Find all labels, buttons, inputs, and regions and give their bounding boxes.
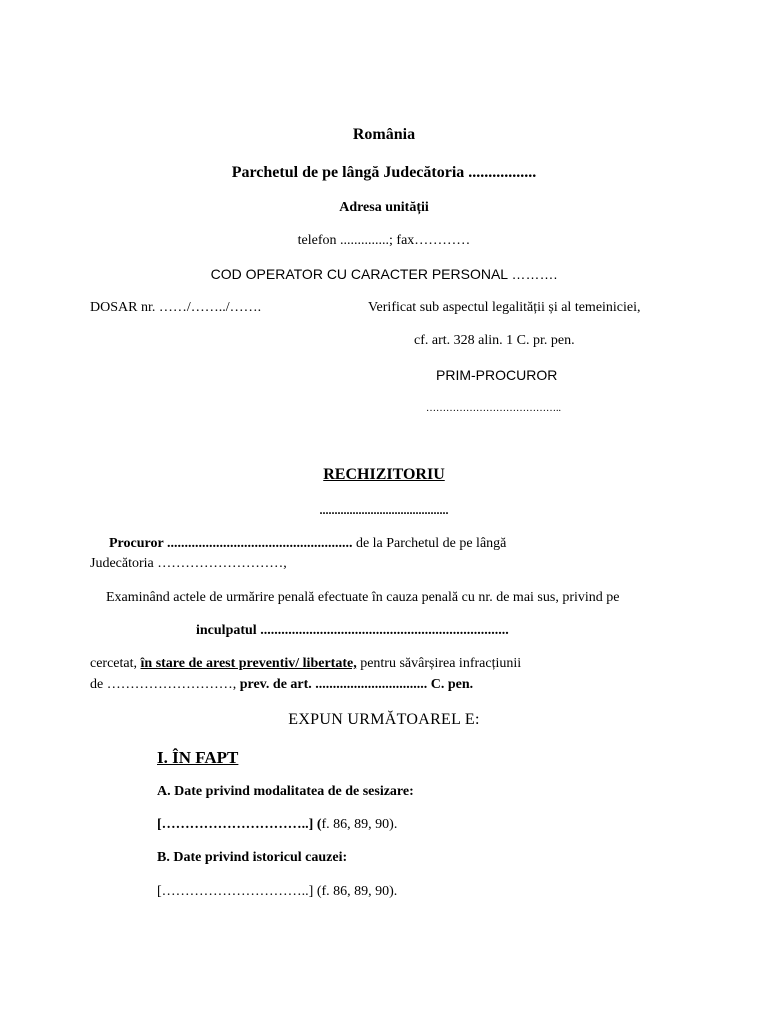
title-dots: ........................................... bbox=[319, 503, 449, 517]
dosar-number: DOSAR nr. ……/……../……. bbox=[90, 300, 262, 315]
operator-code-line: COD OPERATOR CU CARACTER PERSONAL ………. bbox=[210, 266, 558, 282]
arrest-status: în stare de arest preventiv/ libertate, bbox=[140, 656, 357, 671]
legal-article-reference: cf. art. 328 alin. 1 C. pr. pen. bbox=[414, 333, 575, 348]
section-a-reference: f. 86, 89, 90). bbox=[321, 817, 398, 832]
judecatoria-line: Judecătoria ………………………, bbox=[90, 556, 287, 571]
cercetat-line bbox=[90, 656, 521, 672]
examinand-paragraph: Examinând actele de urmărire penală efectuate în cauza penală cu nr. de mai sus, privind pe bbox=[106, 590, 620, 605]
address-label: Adresa unității bbox=[339, 200, 429, 215]
section-i-heading: I. ÎN FAPT bbox=[157, 748, 239, 767]
section-b-heading: B. Date privind istoricul cauzei: bbox=[157, 850, 348, 865]
de-prefix: de ………………………, bbox=[90, 677, 240, 692]
section-b-content: […………………………..] (f. 86, 89, 90). bbox=[157, 884, 398, 899]
procuror-rest: de la Parchetul de pe lângă bbox=[355, 536, 507, 551]
expun-heading: EXPUN URMĂTOAREL E: bbox=[288, 711, 480, 728]
procuror-line bbox=[109, 536, 506, 552]
de-prev-line bbox=[90, 677, 473, 693]
signature-line: ………………………………….. bbox=[426, 403, 561, 414]
verification-note: Verificat sub aspectul legalității și al temeiniciei, bbox=[368, 300, 641, 315]
section-a-content bbox=[157, 817, 397, 833]
section-a-heading: A. Date privind modalitatea de de sesizare: bbox=[157, 784, 414, 799]
document-title: RECHIZITORIU bbox=[323, 466, 445, 483]
parchet-heading: Parchetul de pe lângă Judecătoria ................. bbox=[231, 164, 537, 181]
procuror-label: Procuror bbox=[109, 536, 164, 551]
cercetat-suffix: pentru săvârșirea infracțiunii bbox=[356, 656, 522, 671]
country-heading: România bbox=[352, 126, 416, 143]
procuror-dots: ..................................................... bbox=[163, 536, 356, 551]
phone-fax-line: telefon ..............; fax………… bbox=[297, 233, 471, 248]
cercetat-prefix: cercetat, bbox=[90, 656, 141, 671]
prim-procuror-label: PRIM-PROCUROR bbox=[436, 367, 558, 383]
section-a-bracket: […………………………..] ( bbox=[157, 817, 322, 832]
inculpatul-line: inculpatul ....................................................................... bbox=[196, 623, 509, 638]
prev-art: prev. de art. ................................ C. pen. bbox=[239, 677, 474, 692]
